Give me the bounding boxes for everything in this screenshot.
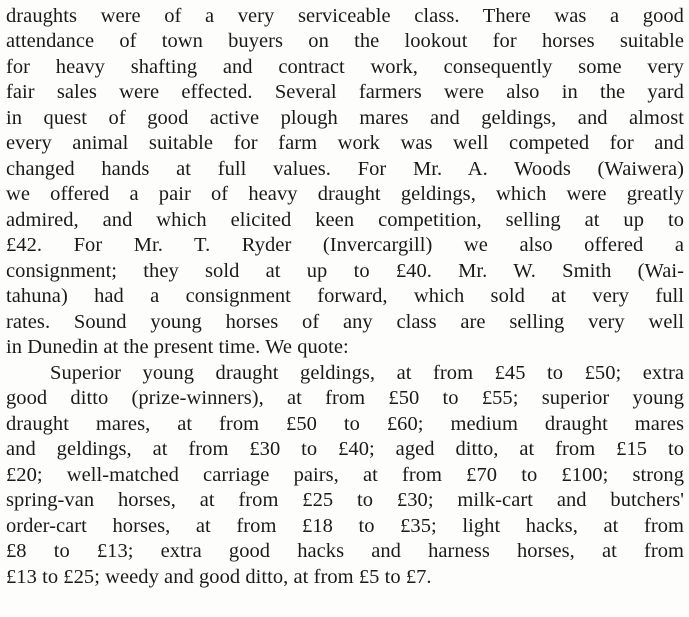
text-line: in Dunedin at the present time. We quote: xyxy=(6,336,349,358)
text-line: order-cart horses, at from £18 to £35; light hacks, at from xyxy=(6,515,684,537)
text-line: tahuna) had a consignment forward, which sold at very full xyxy=(6,285,684,307)
text-line: £13 to £25; weedy and good ditto, at from £5 to £7. xyxy=(6,566,432,588)
text-line: £20; well-matched carriage pairs, at from £70 to £100; strong xyxy=(6,464,684,486)
paragraph-first-line: Superior young draught geldings, at from £45 to £50; extra xyxy=(50,362,684,384)
text-line: we offered a pair of heavy draught geldings, which were greatly xyxy=(6,183,684,205)
text-line: draught mares, at from £50 to £60; medium draught mares xyxy=(6,413,684,435)
text-line: every animal suitable for farm work was well competed for and xyxy=(6,132,684,154)
text-line: for heavy shafting and contract work, consequently some very xyxy=(6,56,684,78)
text-line: fair sales were effected. Several farmers were also in the yard xyxy=(6,81,684,103)
text-line: rates. Sound young horses of any class are selling very well xyxy=(6,311,684,333)
text-line: and geldings, at from £30 to £40; aged ditto, at from £15 to xyxy=(6,438,684,460)
text-line: good ditto (prize-winners), at from £50 to £55; superior young xyxy=(6,387,684,409)
text-line: attendance of town buyers on the lookout for horses suitable xyxy=(6,30,684,52)
text-line: consignment; they sold at up to £40. Mr. W. Smith (Wai- xyxy=(6,260,684,282)
text-line: admired, and which elicited keen competition, selling at up to xyxy=(6,209,684,231)
text-line: in quest of good active plough mares and geldings, and almost xyxy=(6,107,684,129)
text-line: draughts were of a very serviceable class. There was a good xyxy=(6,5,684,27)
text-line: changed hands at full values. For Mr. A. Woods (Waiwera) xyxy=(6,158,684,180)
text-line: spring-van horses, at from £25 to £30; milk-cart and butchers' xyxy=(6,489,684,511)
text-line: £42. For Mr. T. Ryder (Invercargill) we also offered a xyxy=(6,234,684,256)
text-line: £8 to £13; extra good hacks and harness horses, at from xyxy=(6,540,684,562)
